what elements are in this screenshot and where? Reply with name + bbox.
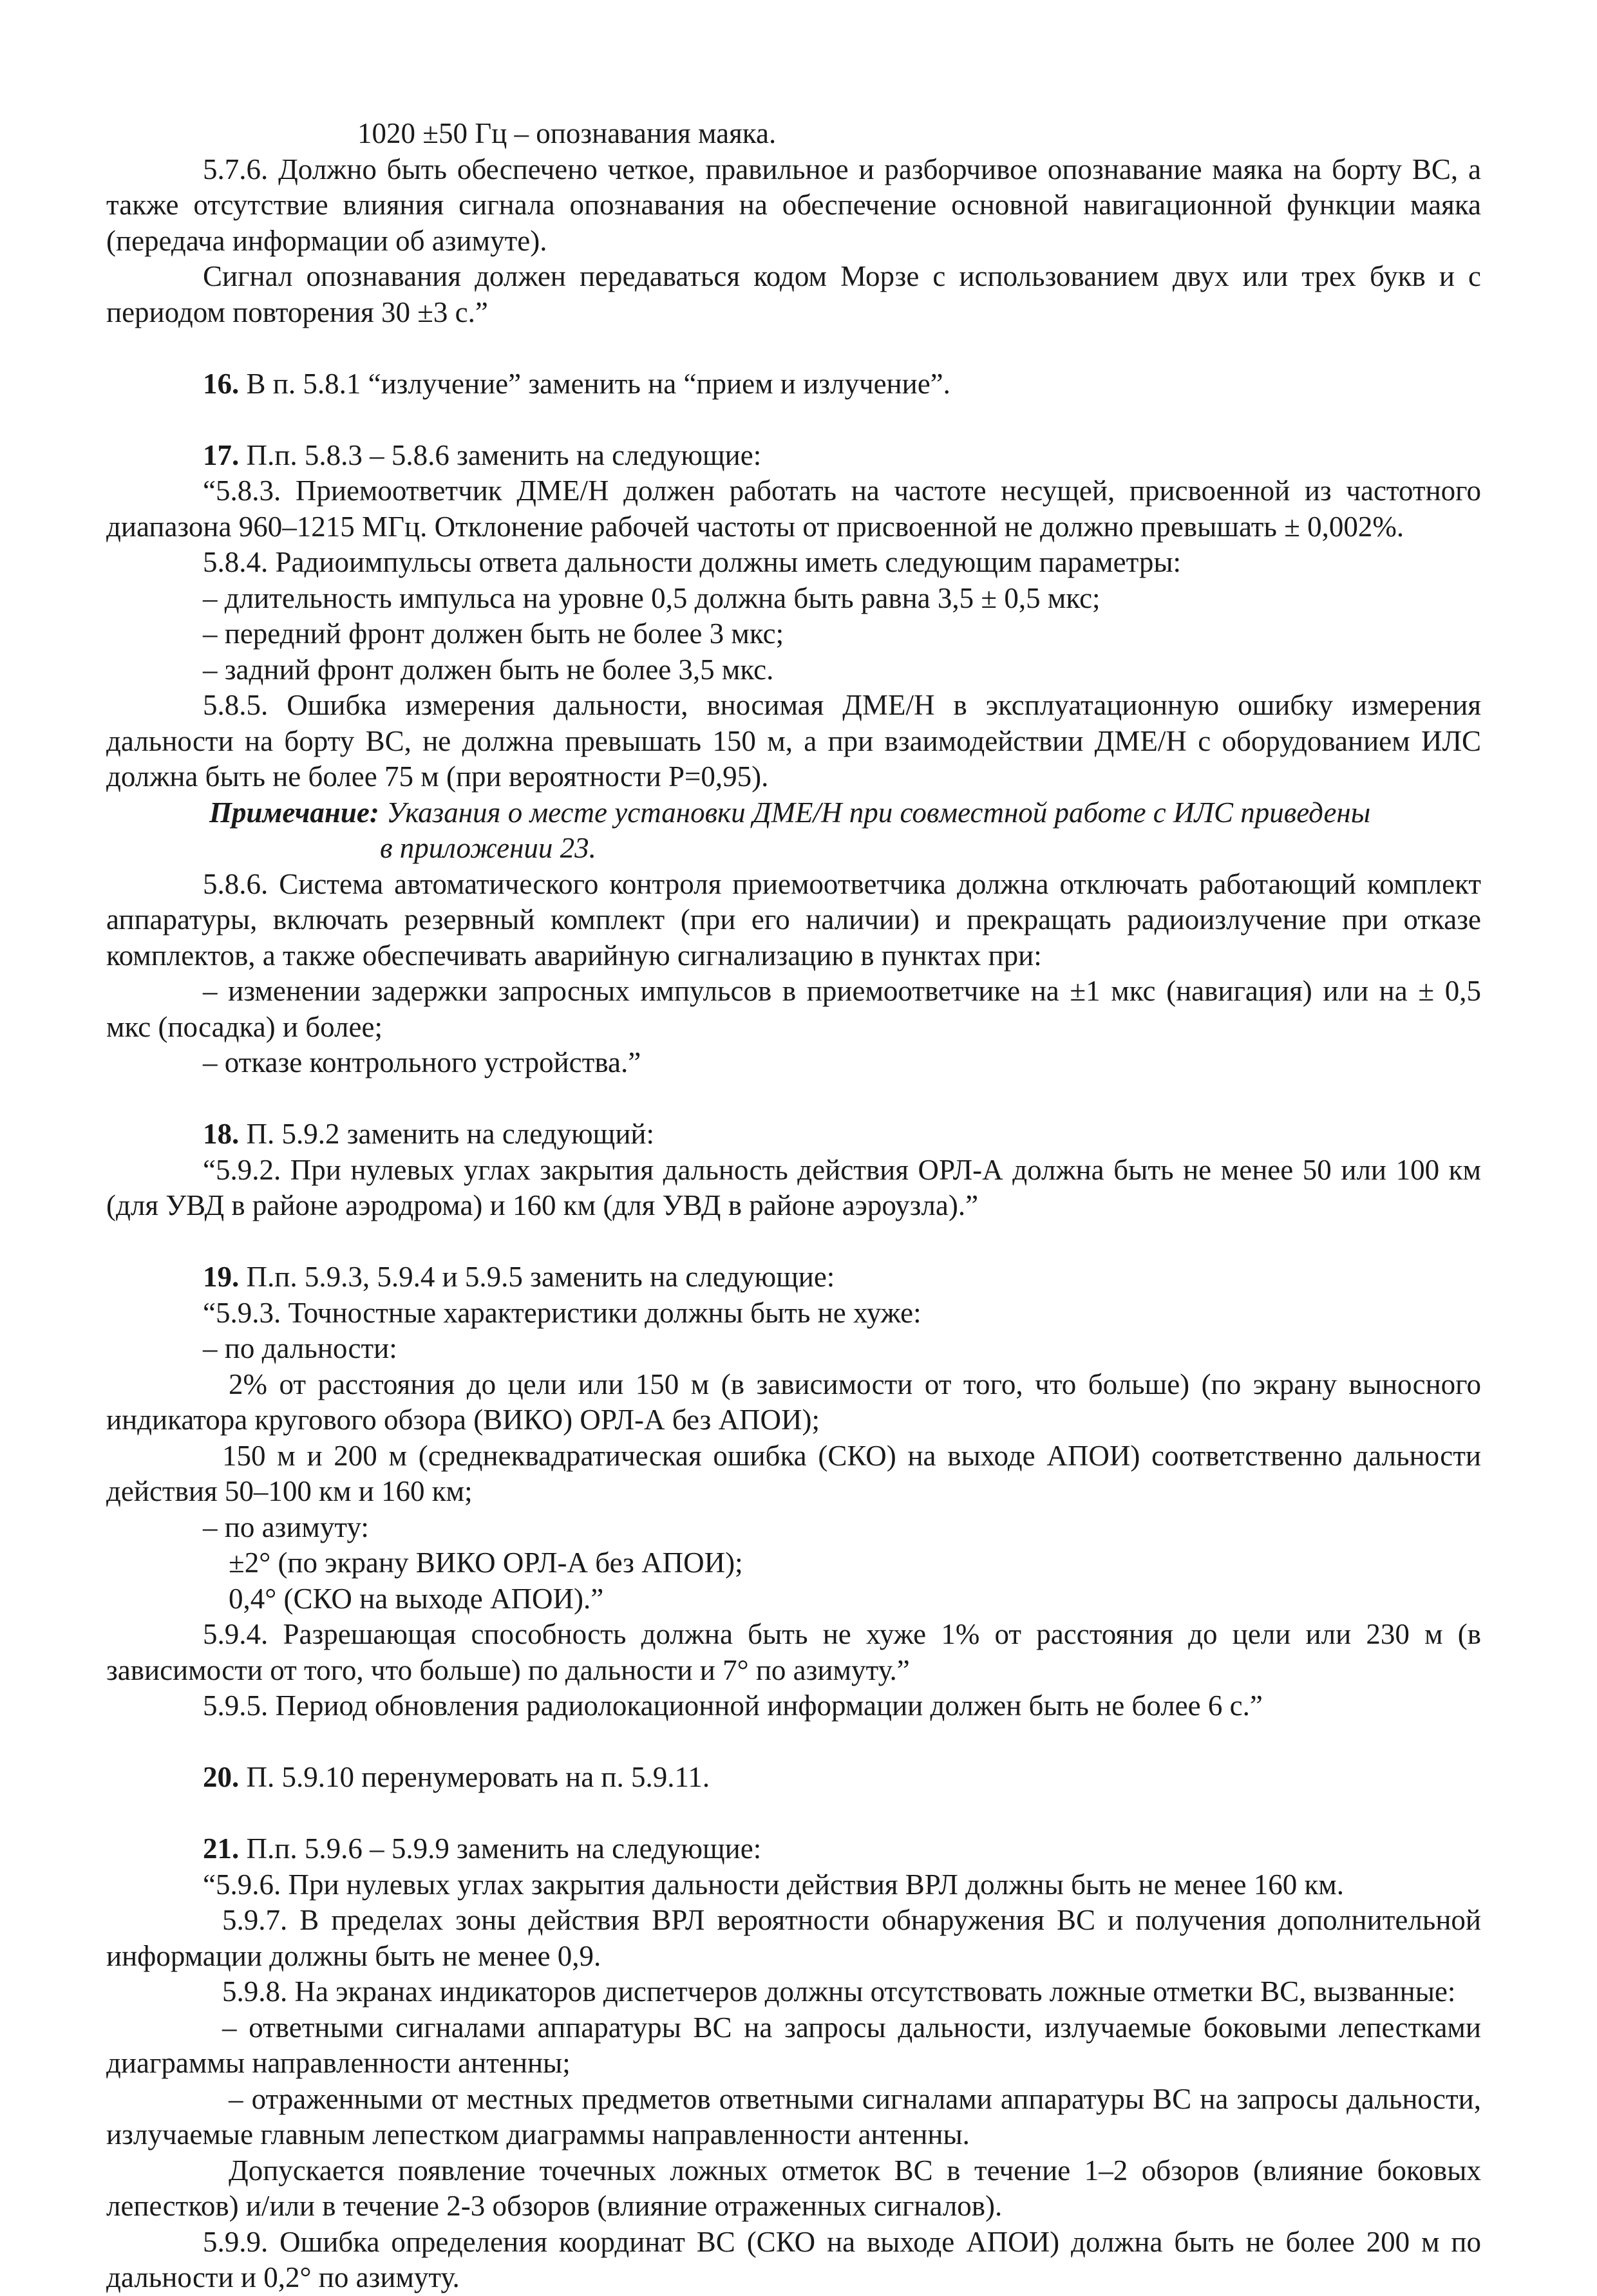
item-16: [106, 366, 1481, 402]
list-item: – по азимуту:: [203, 1510, 369, 1543]
item-number: 19.: [203, 1261, 240, 1293]
list-item: – отраженными от местных предметов ответными сигналами аппаратуры ВС на запросы дальности, излучаемые главным лепестком диаграммы направленности антенны.: [106, 2082, 1481, 2150]
paragraph: “5.9.2. При нулевых углах закрытия дальность действия ОРЛ-А должна быть не менее 50 или 100 км (для УВД в районе аэродрома) и 160 км (для УВД в районе аэроузла).”: [106, 1153, 1481, 1221]
paragraph: 5.8.5. Ошибка измерения дальности, вносимая ДМЕ/Н в эксплуатационную ошибку измерения дальности на борту ВС, не должна превышать 150 м, а при взаимодействии ДМЕ/Н с оборудованием ИЛС должна быть не более 75 м (при вероятности Р=0,95).: [106, 689, 1481, 793]
paragraph: “5.8.3. Приемоответчик ДМЕ/Н должен работать на частоте несущей, присвоенной из частотного диапазона 960–1215 МГц. Отклонение рабочей частоты от присвоенной не должно превышать ± 0,002%.: [106, 475, 1481, 543]
note-text: Указания о месте установки ДМЕ/Н при совместной работе с ИЛС приведены: [379, 796, 1371, 829]
list-item: – по дальности:: [203, 1332, 397, 1364]
item-17: [106, 438, 1481, 474]
paragraph: 5.9.4. Разрешающая способность должна быть не хуже 1% от расстояния до цели или 230 м (в зависимости от того, что больше) по дальности и 7° по азимуту.”: [106, 1618, 1481, 1686]
paragraph: Сигнал опознавания должен передаваться кодом Морзе с использованием двух или трех букв и с периодом повторения 30 ±3 с.”: [106, 260, 1481, 328]
paragraph: 0,4° (СКО на выходе АПОИ).”: [229, 1582, 604, 1615]
item-text: П.п. 5.9.3, 5.9.4 и 5.9.5 заменить на следующие:: [239, 1261, 835, 1293]
item-20: [106, 1760, 1481, 1796]
item-number: 16.: [203, 367, 240, 400]
list-item: – передний фронт должен быть не более 3 мкс;: [203, 617, 784, 650]
list-item: – ответными сигналами аппаратуры ВС на запросы дальности, излучаемые боковыми лепестками диаграммы направленности антенны;: [106, 2011, 1481, 2079]
item-text: П. 5.9.2 заменить на следующий:: [239, 1118, 654, 1150]
item-number: 18.: [203, 1118, 240, 1150]
item-18: [106, 1116, 1481, 1153]
note-label: Примечание:: [209, 796, 379, 829]
paragraph: 5.9.8. На экранах индикаторов диспетчеров должны отсутствовать ложные отметки ВС, вызванные:: [222, 1975, 1456, 2008]
item-number: 20.: [203, 1761, 240, 1793]
paragraph: 5.9.5. Период обновления радиолокационной информации должен быть не более 6 с.”: [203, 1689, 1263, 1722]
paragraph: 5.9.7. В пределах зоны действия ВРЛ вероятности обнаружения ВС и получения дополнительной информации должны быть не менее 0,9.: [106, 1904, 1481, 1972]
paragraph: 2% от расстояния до цели или 150 м (в зависимости от того, что больше) (по экрану выносного индикатора кругового обзора (ВИКО) ОРЛ-А без АПОИ);: [106, 1368, 1481, 1436]
item-number: 17.: [203, 438, 240, 471]
paragraph: ±2° (по экрану ВИКО ОРЛ-А без АПОИ);: [229, 1547, 743, 1579]
paragraph: 150 м и 200 м (среднеквадратическая ошибка (СКО) на выходе АПОИ) соответственно дальности действия 50–100 км и 160 км;: [106, 1439, 1481, 1507]
paragraph: Допускается появление точечных ложных отметок ВС в течение 1–2 обзоров (влияние боковых лепестков) и/или в течение 2-3 обзоров (влияние отраженных сигналов).: [106, 2154, 1481, 2222]
item-21: [106, 1831, 1481, 1867]
item-text: П. 5.9.10 перенумеровать на п. 5.9.11.: [239, 1761, 710, 1793]
paragraph: 1020 ±50 Гц – опознавания маяка.: [357, 117, 777, 149]
document-page: [106, 116, 1481, 2296]
item-text: В п. 5.8.1 “излучение” заменить на “прием и излучение”.: [239, 367, 950, 400]
item-text: П.п. 5.8.3 – 5.8.6 заменить на следующие:: [239, 438, 762, 471]
paragraph: “5.9.6. При нулевых углах закрытия дальности действия ВРЛ должны быть не менее 160 км.: [203, 1868, 1345, 1901]
paragraph: “5.9.3. Точностные характеристики должны быть не хуже:: [203, 1296, 921, 1329]
note: [106, 795, 1481, 831]
paragraph: 5.8.6. Система автоматического контроля приемоответчика должна отключать работающий комплект аппаратуры, включать резервный комплект (при его наличии) и прекращать радиоизлучение при отказе комплектов, а также обеспечивать аварийную сигнализацию в пунктах при:: [106, 867, 1481, 972]
list-item: – изменении задержки запросных импульсов в приемоответчике на ±1 мкс (навигация) или на ± 0,5 мкс (посадка) и более;: [106, 975, 1481, 1043]
list-item: – длительность импульса на уровне 0,5 должна быть равна 3,5 ± 0,5 мкс;: [203, 581, 1101, 614]
list-item: – задний фронт должен быть не более 3,5 мкс.: [203, 653, 774, 686]
item-number: 21.: [203, 1832, 240, 1865]
item-19: [106, 1259, 1481, 1295]
item-text: П.п. 5.9.6 – 5.9.9 заменить на следующие:: [239, 1832, 762, 1865]
paragraph: 5.7.6. Должно быть обеспечено четкое, правильное и разборчивое опознавание маяка на борту ВС, а также отсутствие влияния сигнала опознавания на обеспечение основной навигационной функции маяка (передача информации об азимуте).: [106, 153, 1481, 257]
paragraph: 5.9.9. Ошибка определения координат ВС (СКО на выходе АПОИ) должна быть не более 200 м по дальности и 0,2° по азимуту.: [106, 2225, 1481, 2293]
note-continuation: в приложении 23.: [380, 832, 596, 864]
list-item: – отказе контрольного устройства.”: [203, 1046, 641, 1078]
paragraph: 5.8.4. Радиоимпульсы ответа дальности должны иметь следующим параметры:: [203, 546, 1182, 578]
